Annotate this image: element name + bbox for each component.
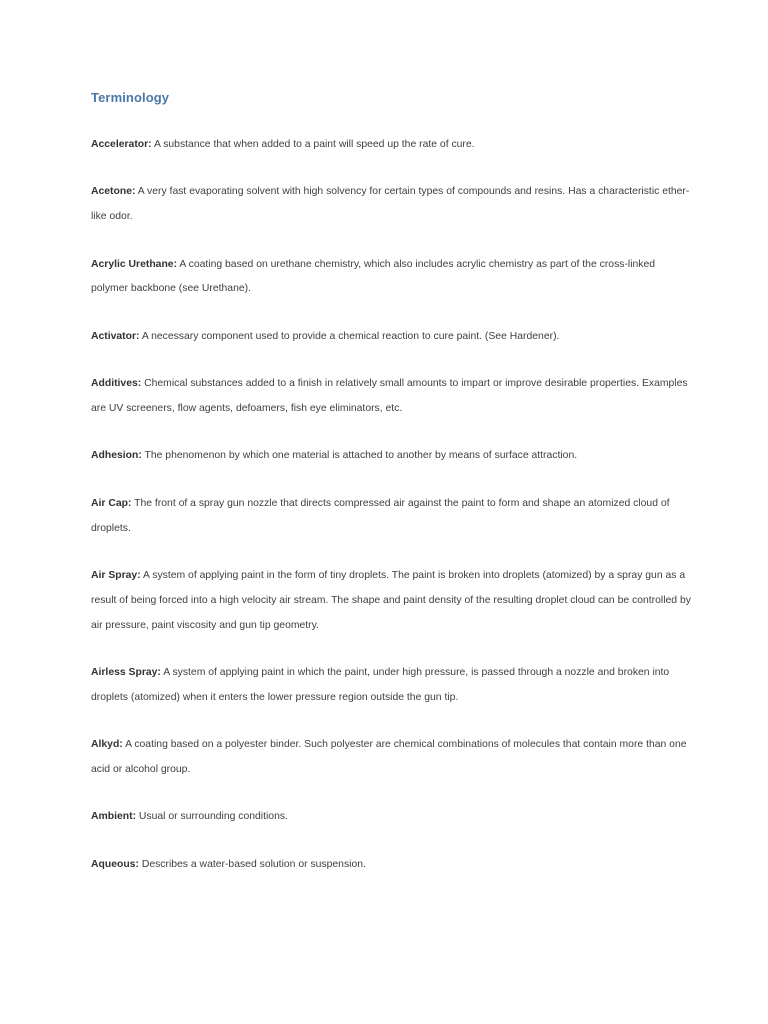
term-label: Acrylic Urethane: [91, 258, 178, 270]
list-item [91, 492, 691, 542]
term-definition: A coating based on a polyester binder. Such polyester are chemical combinations of molecules that contain more than one acid or alcohol group. [91, 739, 687, 775]
list-item [91, 372, 691, 422]
term-label: Aqueous: [91, 858, 139, 870]
page-title: Terminology [91, 90, 170, 105]
term-definition: A coating based on urethane chemistry, which also includes acrylic chemistry as part of the cross-linked polymer backbone (see Urethane). [91, 258, 656, 295]
term-definition: Describes a water-based solution or suspension. [141, 858, 366, 870]
term-definition: Usual or surrounding conditions. [138, 811, 288, 823]
term-label: Activator: [91, 330, 140, 342]
list-item [91, 853, 691, 878]
term-definition: Chemical substances added to a finish in relatively small amounts to impart or improve desirable properties. Examples are UV screeners, flow agents, defoamers, fish eye eliminators, etc. [91, 378, 688, 414]
term-definition: A necessary component used to provide a chemical reaction to cure paint. (See Hardener). [141, 330, 560, 342]
list-item [91, 444, 691, 469]
list-item [91, 133, 691, 158]
list-item [91, 733, 691, 783]
list-item [91, 564, 691, 638]
term-label: Acetone: [91, 186, 136, 198]
term-label: Airless Spray: [91, 666, 161, 678]
term-definition: A substance that when added to a paint will speed up the rate of cure. [153, 139, 475, 150]
term-definition: A very fast evaporating solvent with high solvency for certain types of compounds and resins. Has a characteristic ether-like odor. [91, 186, 690, 223]
term-definition: The front of a spray gun nozzle that directs compressed air against the paint to form and shape an atomized cloud of droplets. [91, 497, 670, 534]
term-label: Adhesion: [91, 450, 142, 462]
term-label: Alkyd: [91, 739, 123, 751]
list-item [91, 180, 691, 230]
terminology-list [91, 133, 691, 900]
term-definition: A system of applying paint in which the paint, under high pressure, is passed through a nozzle and broken into droplets (atomized) when it enters the lower pressure region outside the gun tip. [91, 666, 670, 703]
term-label: Air Spray: [91, 569, 141, 581]
list-item [91, 805, 691, 830]
term-label: Ambient: [91, 811, 137, 823]
term-definition: The phenomenon by which one material is attached to another by means of surface attraction. [144, 450, 578, 462]
term-definition: A system of applying paint in the form of tiny droplets. The paint is broken into droplets (atomized) by a spray gun as a result of being forced into a high velocity air stream. The shape and paint density of the resulting droplet cloud can be controlled by air pressure, paint viscosity and gun tip geometry. [91, 569, 691, 631]
list-item [91, 661, 691, 711]
term-label: Accelerator: [91, 139, 152, 150]
term-label: Additives: [91, 378, 142, 390]
list-item [91, 325, 691, 350]
list-item [91, 253, 691, 303]
term-label: Air Cap: [91, 497, 132, 509]
